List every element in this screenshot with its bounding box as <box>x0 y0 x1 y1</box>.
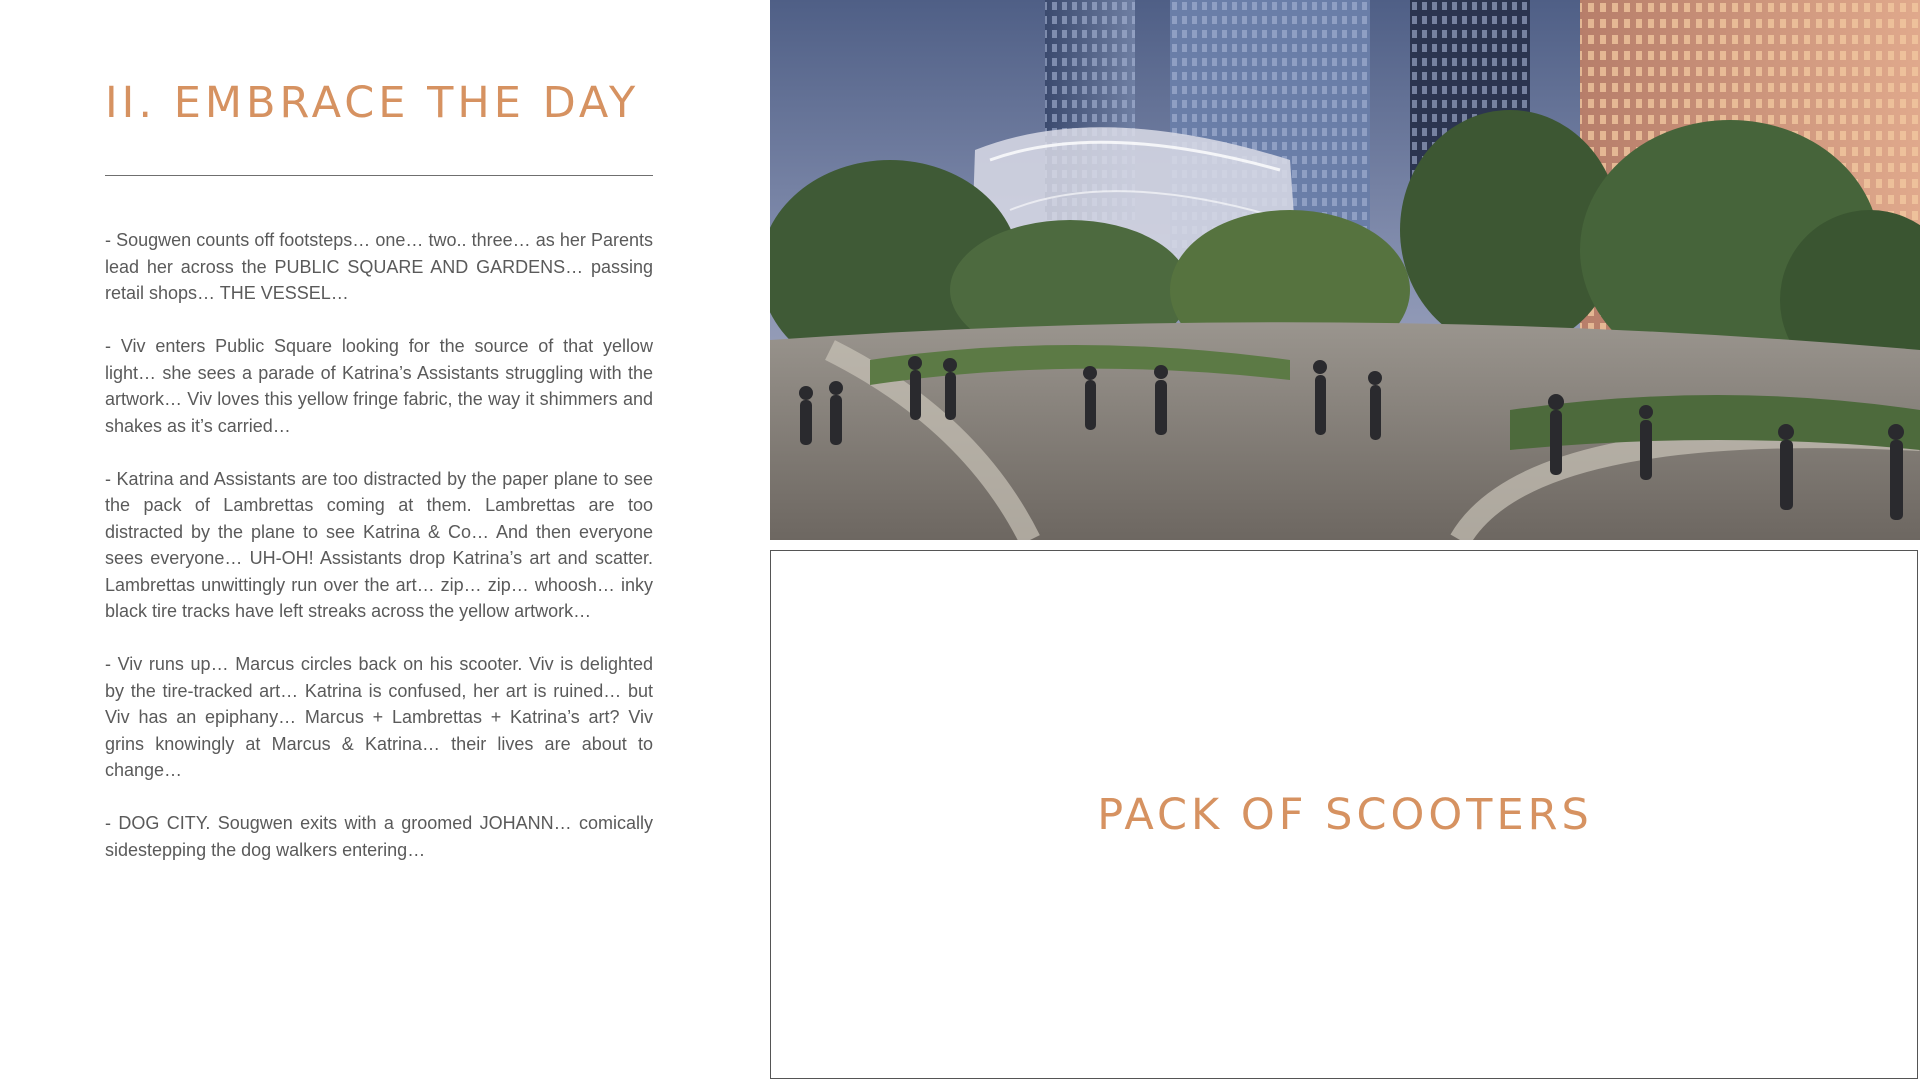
paragraph: - Viv enters Public Square looking for the source of that yellow light… she sees a parade of Katrina’s Assistants struggling with the artwork… Viv loves this yellow fringe fabric, the way it shimmers and shakes as it’s carried… <box>105 336 653 436</box>
paragraph: - DOG CITY. Sougwen exits with a groomed JOHANN… comically sidestepping the dog walkers entering… <box>105 813 653 860</box>
caption-label: PACK OF SCOOTERS <box>1097 789 1593 840</box>
storyboard-caption-panel <box>770 550 1918 1079</box>
paragraph: - Katrina and Assistants are too distracted by the paper plane to see the pack of Lambrettas coming at them. Lambrettas are too distracted by the plane to see Katrina & Co… And then everyone sees everyone… UH-OH! Assistants drop Katrina’s art and scatter. Lambrettas unwittingly run over the art… zip… zip… whoosh… inky black tire tracks have left streaks across the yellow artwork… <box>105 468 653 621</box>
section-title: II. EMBRACE THE DAY <box>105 78 640 128</box>
paragraph: - Viv runs up… Marcus circles back on his scooter. Viv is delighted by the tire-tracked art… Katrina is confused, her art is ruined… but Viv has an epiphany… Marcus + Lambrettas + Katrina’s art? Viv grins knowingly at Marcus & Katrina… their lives are about to change… <box>105 654 653 780</box>
paragraph: - Sougwen counts off footsteps… one… two.. three… as her Parents lead her across the PUBLIC SQUARE AND GARDENS… passing retail shops… THE VESSEL… <box>105 230 653 303</box>
title-divider <box>105 175 653 176</box>
scene-description <box>105 227 653 890</box>
plaza-rendering-image <box>770 0 1920 540</box>
